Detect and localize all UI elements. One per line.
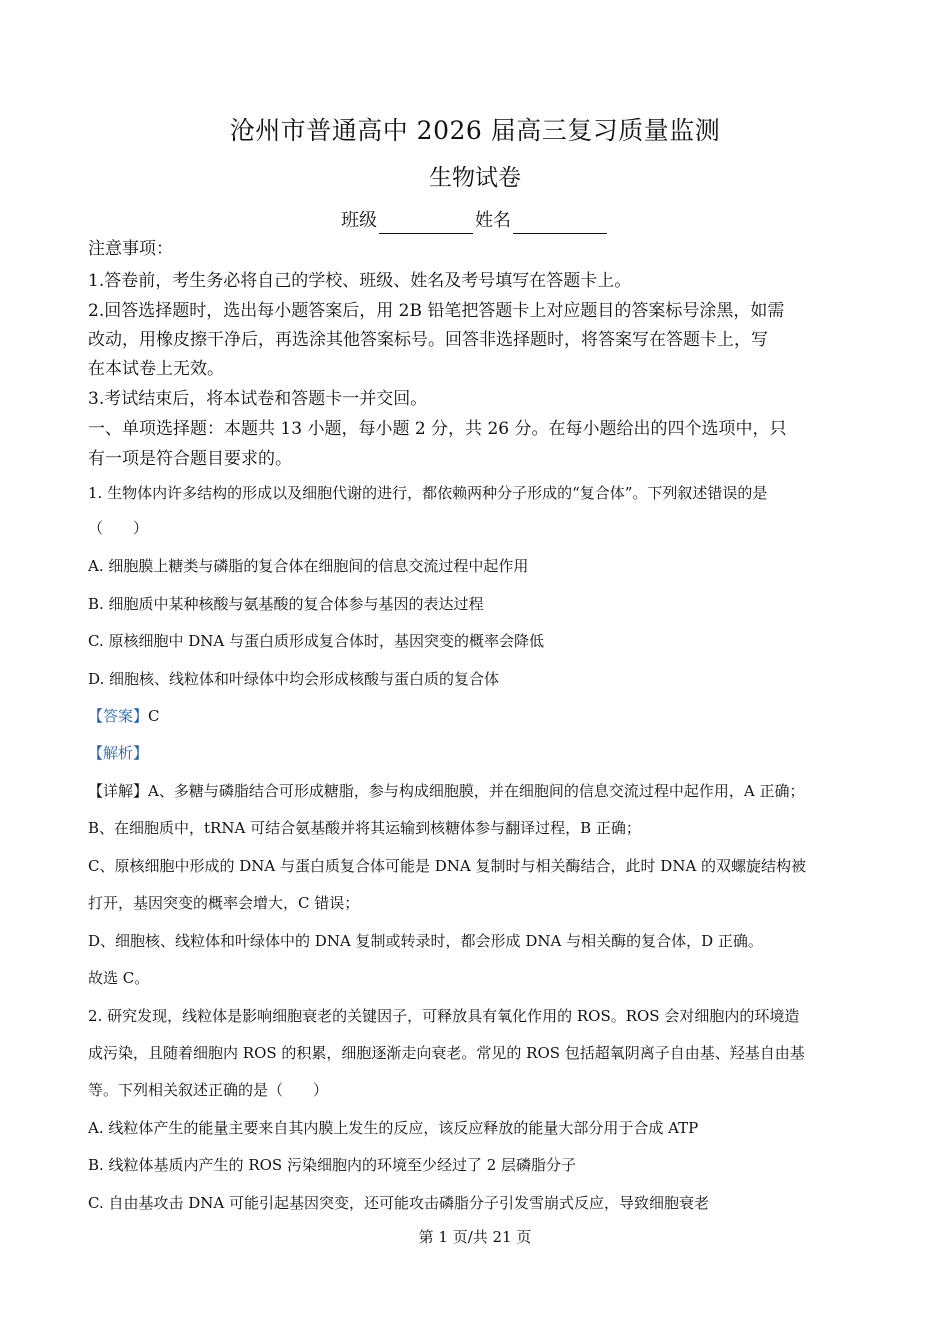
q1-answer — [88, 703, 870, 729]
q1-detail-c-line-1: C、原核细胞中形成的 DNA 与蛋白质复合体可能是 DNA 复制时与相关酶结合，此时 DNA 的双螺旋结构被 — [88, 857, 807, 875]
notes-item-2-line-1: 2.回答选择题时，选出每小题答案后，用 2B 铅笔把答题卡上对应题目的答案标号涂黑，如需 — [88, 301, 785, 321]
class-label: 班级 — [341, 210, 377, 231]
q2-option-c: C. 自由基攻击 DNA 可能引起基因突变，还可能攻击磷脂分子引发雪崩式反应，导致细胞衰老 — [88, 1194, 710, 1212]
q2-stem-line-1: 2. 研究发现，线粒体是影响细胞衰老的关键因子，可释放具有氧化作用的 ROS。ROS 会对细胞内的环境造 — [88, 1007, 800, 1025]
page-footer: 第 1 页/共 21 页 — [418, 1228, 532, 1246]
answer-value: C — [148, 707, 160, 725]
detail-a-text: A、多糖与磷脂结合可形成糖脂，参与构成细胞膜，并在细胞间的信息交流过程中起作用，A 正确； — [148, 782, 805, 800]
q1-detail-b: B、在细胞质中，tRNA 可结合氨基酸并将其运输到核糖体参与翻译过程，B 正确； — [88, 819, 641, 837]
notes-item-1: 1.答卷前，考生务必将自己的学校、班级、姓名及考号填写在答题卡上。 — [88, 271, 632, 291]
notes-item-2-line-3: 在本试卷上无效。 — [88, 359, 224, 379]
q1-option-b: B. 细胞质中某种核酸与氨基酸的复合体参与基因的表达过程 — [88, 595, 484, 613]
q1-conclusion: 故选 C。 — [88, 969, 150, 987]
exam-subtitle: 生物试卷 — [429, 165, 521, 191]
class-blank — [379, 213, 473, 234]
q1-answer-parentheses: （ ） — [88, 519, 149, 537]
answer-tag: 【答案】 — [88, 707, 149, 725]
name-blank — [513, 213, 607, 234]
class-name-line — [0, 208, 950, 234]
notes-heading: 注意事项： — [88, 239, 173, 259]
notes-item-2-line-2: 改动，用橡皮擦干净后，再选涂其他答案标号。回答非选择题时，将答案写在答题卡上，写 — [88, 330, 768, 350]
q1-analysis — [88, 740, 870, 766]
q2-stem-line-2: 成污染，且随着细胞内 ROS 的积累，细胞逐渐走向衰老。常见的 ROS 包括超氧阴离子自由基、羟基自由基 — [88, 1044, 805, 1062]
q1-detail-a — [88, 778, 870, 804]
notes-item-3: 3.考试结束后，将本试卷和答题卡一并交回。 — [88, 389, 428, 409]
q1-option-d: D. 细胞核、线粒体和叶绿体中均会形成核酸与蛋白质的复合体 — [88, 670, 500, 688]
section-heading-line-2: 有一项是符合题目要求的。 — [88, 449, 292, 469]
analysis-tag: 【解析】 — [88, 744, 149, 762]
q2-option-b: B. 线粒体基质内产生的 ROS 污染细胞内的环境至少经过了 2 层磷脂分子 — [88, 1156, 577, 1174]
detail-tag: 【详解】 — [88, 782, 149, 800]
q1-detail-c-line-2: 打开，基因突变的概率会增大，C 错误； — [88, 894, 360, 912]
q2-stem-line-3: 等。下列相关叙述正确的是（ ） — [88, 1081, 329, 1099]
q2-option-a: A. 线粒体产生的能量主要来自其内膜上发生的反应，该反应释放的能量大部分用于合成 ATP — [88, 1119, 699, 1137]
q1-option-a: A. 细胞膜上糖类与磷脂的复合体在细胞间的信息交流过程中起作用 — [88, 557, 529, 575]
exam-title: 沧州市普通高中 2026 届高三复习质量监测 — [229, 116, 721, 145]
section-heading-line-1: 一、单项选择题：本题共 13 小题，每小题 2 分，共 26 分。在每小题给出的四个选项中，只 — [88, 419, 787, 439]
q1-option-c: C. 原核细胞中 DNA 与蛋白质形成复合体时，基因突变的概率会降低 — [88, 632, 545, 650]
q1-stem: 1. 生物体内许多结构的形成以及细胞代谢的进行，都依赖两种分子形成的“复合体”。下列叙述错误的是 — [88, 484, 768, 502]
name-label: 姓名 — [475, 210, 511, 231]
q1-detail-d: D、细胞核、线粒体和叶绿体中的 DNA 复制或转录时，都会形成 DNA 与相关酶的复合体，D 正确。 — [88, 932, 763, 950]
